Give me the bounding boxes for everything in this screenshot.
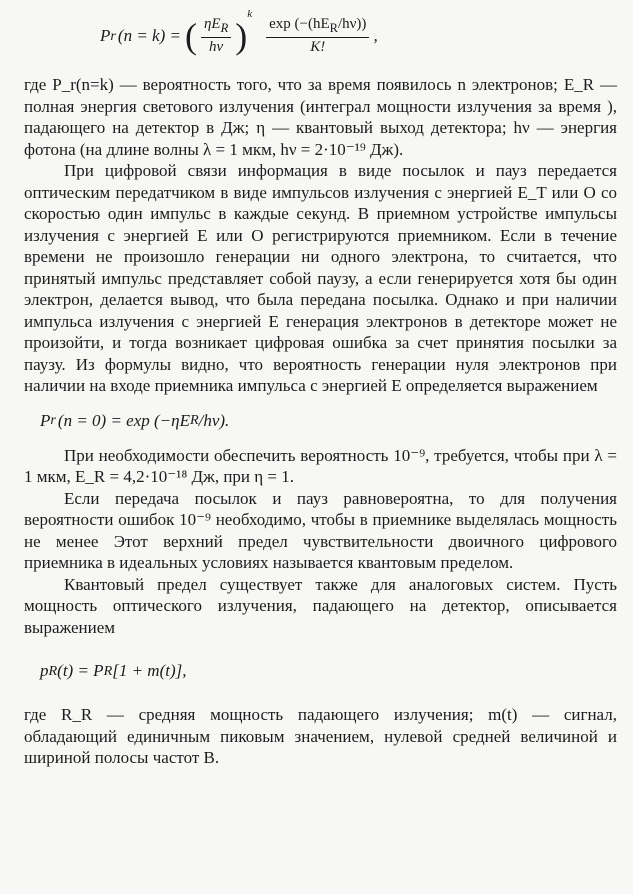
paragraph: Если передача посылок и пауз равновероятна, то для получения вероятности ошибок 10⁻⁹ необходимо, чтобы в приемнике выделялась мощность не менее Этот верхний предел чувствительности двоичного цифрового приемника в идеальных условиях называется квантовым пределом. xyxy=(24,488,617,572)
formula-text: (n = k) = xyxy=(117,26,181,45)
paragraph: где R_R — средняя мощность падающего излучения; m(t) — сигнал, обладающий единичным пиковым значением, нулевой средней величиной и шириной полосы частот B. xyxy=(24,705,617,767)
formula-subscript: R xyxy=(103,662,113,679)
power-formula xyxy=(40,638,617,704)
poisson-formula: P r (n = k) = ( $\frac{\eta E_R}{h\nu}$ ) $^k$ $\frac{\exp (-(hE_R/h\nu))}{K!}$ , xyxy=(100,8,378,56)
formula-text: (n = 0) = exp (−ηE xyxy=(57,410,190,430)
formula-subscript: R xyxy=(48,662,58,679)
formula-text: (t) = P xyxy=(57,661,104,680)
formula-text: [1 + m(t)], xyxy=(112,661,187,680)
formula-symbol: p xyxy=(40,661,49,680)
paragraph: Квантовый предел существует также для аналоговых систем. Пусть мощность оптического излучения, падающего на детектор, описывается выражением xyxy=(24,574,617,637)
zero-probability-formula xyxy=(40,397,617,445)
paragraph: При цифровой связи информация в виде посылок и пауз передается оптическим передатчиком в виде импульсов излучения с энергией E_T или O со скоростью один импульс в каждые секунд. В приемном устройстве импульсы излучения с энергией E или O регистрируются приемником. Если в течение времени не произошло генерации ни одного электрона, то считается, что принятый импульс представляет собой паузу, а если генерируется хотя бы один электрон, делается вывод, что была передана посылка. Однако и при наличии импульса излучения с энергией E генерация электронов в детекторе может не произойти, и тогда возникает цифровая ошибка за счет принятия посылки за паузу. Из формулы видно, что вероятность генерации нуля электронов при наличии на входе приемника импульса с энергией E определяется выражением xyxy=(24,161,617,395)
formula-text: hν xyxy=(209,39,224,55)
formula-text: exp (−(hE xyxy=(269,16,330,32)
formula-text: , xyxy=(373,26,378,45)
formula-exponent: k xyxy=(247,8,253,20)
formula-fraction xyxy=(201,16,231,56)
formula-text: /hν)) xyxy=(337,16,367,32)
paragraph: При необходимости обеспечить вероятность 10⁻⁹, требуется, чтобы при λ = 1 мкм, E_R = 4,2·10⁻¹⁸ Дж, при η = 1. xyxy=(24,445,617,486)
formula-text: K! xyxy=(310,39,326,55)
formula-symbol: P xyxy=(100,26,111,45)
formula-subscript: r xyxy=(110,27,116,44)
formula-subscript: R xyxy=(329,21,338,35)
formula-subscript: R xyxy=(189,412,199,428)
formula-subscript: R xyxy=(220,21,229,35)
formula-subscript: r xyxy=(50,412,56,428)
formula-text: ηE xyxy=(203,16,221,32)
paragraph: где P_r(n=k) — вероятность того, что за время появилось n электронов; E_R — полная энергия светового излучения (интеграл мощности излучения за время ), падающего на детектор в Дж; η — квантовый выход детектора; hν — энергия фотона (на длине волны λ = 1 мкм, hν = 2·10⁻¹⁹ Дж). xyxy=(24,75,617,159)
formula-text: /hν). xyxy=(198,410,230,430)
formula-symbol: P xyxy=(40,410,51,430)
formula-fraction xyxy=(266,16,369,56)
